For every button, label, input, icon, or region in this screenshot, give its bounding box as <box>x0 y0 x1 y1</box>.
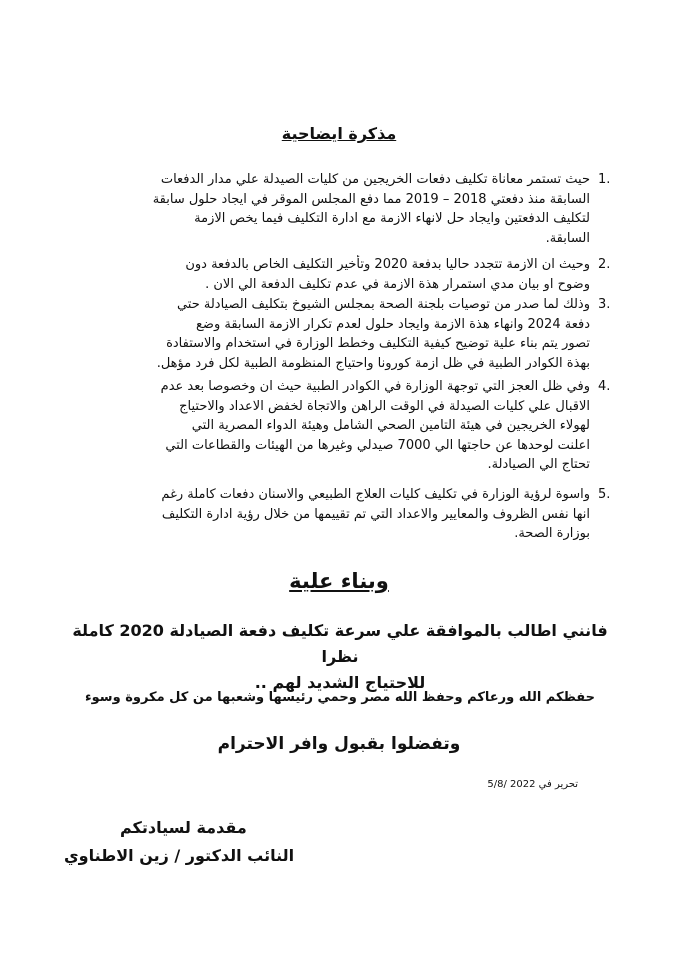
item-line: وفي ظل العجز التي توجهة الوزارة في الكوادر الطبية حيث ان وخصوصا بعد عدم <box>160 379 590 394</box>
request-line: فانني اطالب بالموافقة علي سرعة تكليف دفعة الصيادلة 2020 كاملة نظرا <box>72 621 608 666</box>
item-line: اعلنت لوحدها عن حاجتها الي 7000 صيدلي وغيرها من الهيئات والقطاعات التي <box>165 437 590 453</box>
item-number: 1. <box>598 172 611 187</box>
item-line: لهولاء الخريجين في هيئة التامين الصحي الشامل وهيئة الدواء المصرية التي <box>191 418 590 433</box>
memo-item-3 <box>102 295 611 373</box>
item-line: وحيث ان الازمة تتجدد حاليا بدفعة 2020 وتأخير التكليف الخاص بالدفعة دون <box>185 257 590 272</box>
item-number: 3. <box>598 297 611 312</box>
item-number: 4. <box>598 379 611 394</box>
item-line: لتكليف الدفعتين وايجاد حل لانهاء الازمة مع ادارة التكليف فيما يخص الازمة <box>194 211 590 226</box>
item-number: 5. <box>598 487 611 502</box>
item-line: انها نفس الظروف والمعايير والاعداد التي تم تقييمها من خلال رؤية ادارة التكليف <box>161 506 590 522</box>
signer-name: النائب الدكتور / زين الاطناوي <box>64 846 295 865</box>
request-paragraph <box>70 618 610 696</box>
item-line: الاقبال علي كليات الصيدلة في الوقت الراهن والاتجاة لخفض الاعداد والاحتياج <box>179 398 590 414</box>
request-line: للاحتياج الشديد لهم .. <box>254 673 426 692</box>
memo-item-2 <box>102 255 611 294</box>
item-line: وضوح او بيان مدي استمرار هذة الازمة في عدم تكليف الدفعة الي الان . <box>205 276 590 292</box>
memo-item-1 <box>102 170 611 248</box>
item-line: السابقة منذ دفعتي 2018 – 2019 مما دفع المجلس الموقر في ايجاد حلول سابقة <box>152 191 590 207</box>
item-number: 2. <box>598 257 611 272</box>
presented-to: مقدمة لسيادتكم <box>120 818 247 837</box>
date-line: تحرير في 2022 /5/8 <box>487 779 578 790</box>
memo-title: مذكرة ايضاحية <box>281 124 397 143</box>
item-line: حيث تستمر معاناة تكليف دفعات الخريجين من كليات الصيدلة علي مدار الدفعات <box>160 172 590 187</box>
item-line: السابقة. <box>545 230 590 246</box>
item-line: بهذة الكوادر الطبية في ظل ازمة كورونا واحتياج المنظومة الطبية لكل فرد مؤهل. <box>156 355 590 371</box>
item-line: دفعة 2024 وانهاء هذة الازمة وايجاد حلول لعدم تكرار الازمة السابقة وضع <box>196 316 590 332</box>
item-line: واسوة لرؤية الوزارة في تكليف كليات العلاج الطبيعي والاسنان دفعات كاملة رغم <box>161 487 590 502</box>
item-line: بوزارة الصحة. <box>514 526 590 541</box>
memo-item-5 <box>102 485 611 544</box>
prayer-line: حفظكم الله ورعاكم وحفظ الله مصر وحمي رئيسها وشعبها من كل مكروة وسوء <box>85 690 595 705</box>
section-heading: وبناء علية <box>289 569 389 593</box>
item-line: تصور يتم بناء علية توضيح كيفية التكليف وخطط الوزارة في استخدام والاستفادة <box>166 336 590 351</box>
closing-line: وتفضلوا بقبول وافر الاحترام <box>217 734 461 754</box>
item-line: تحتاج الي الصيادلة. <box>487 457 590 472</box>
item-line: وذلك لما صدر من توصيات بلجنة الصحة بمجلس الشيوخ بتكليف الصيادلة حتي <box>176 297 590 312</box>
memo-item-4 <box>102 377 611 475</box>
